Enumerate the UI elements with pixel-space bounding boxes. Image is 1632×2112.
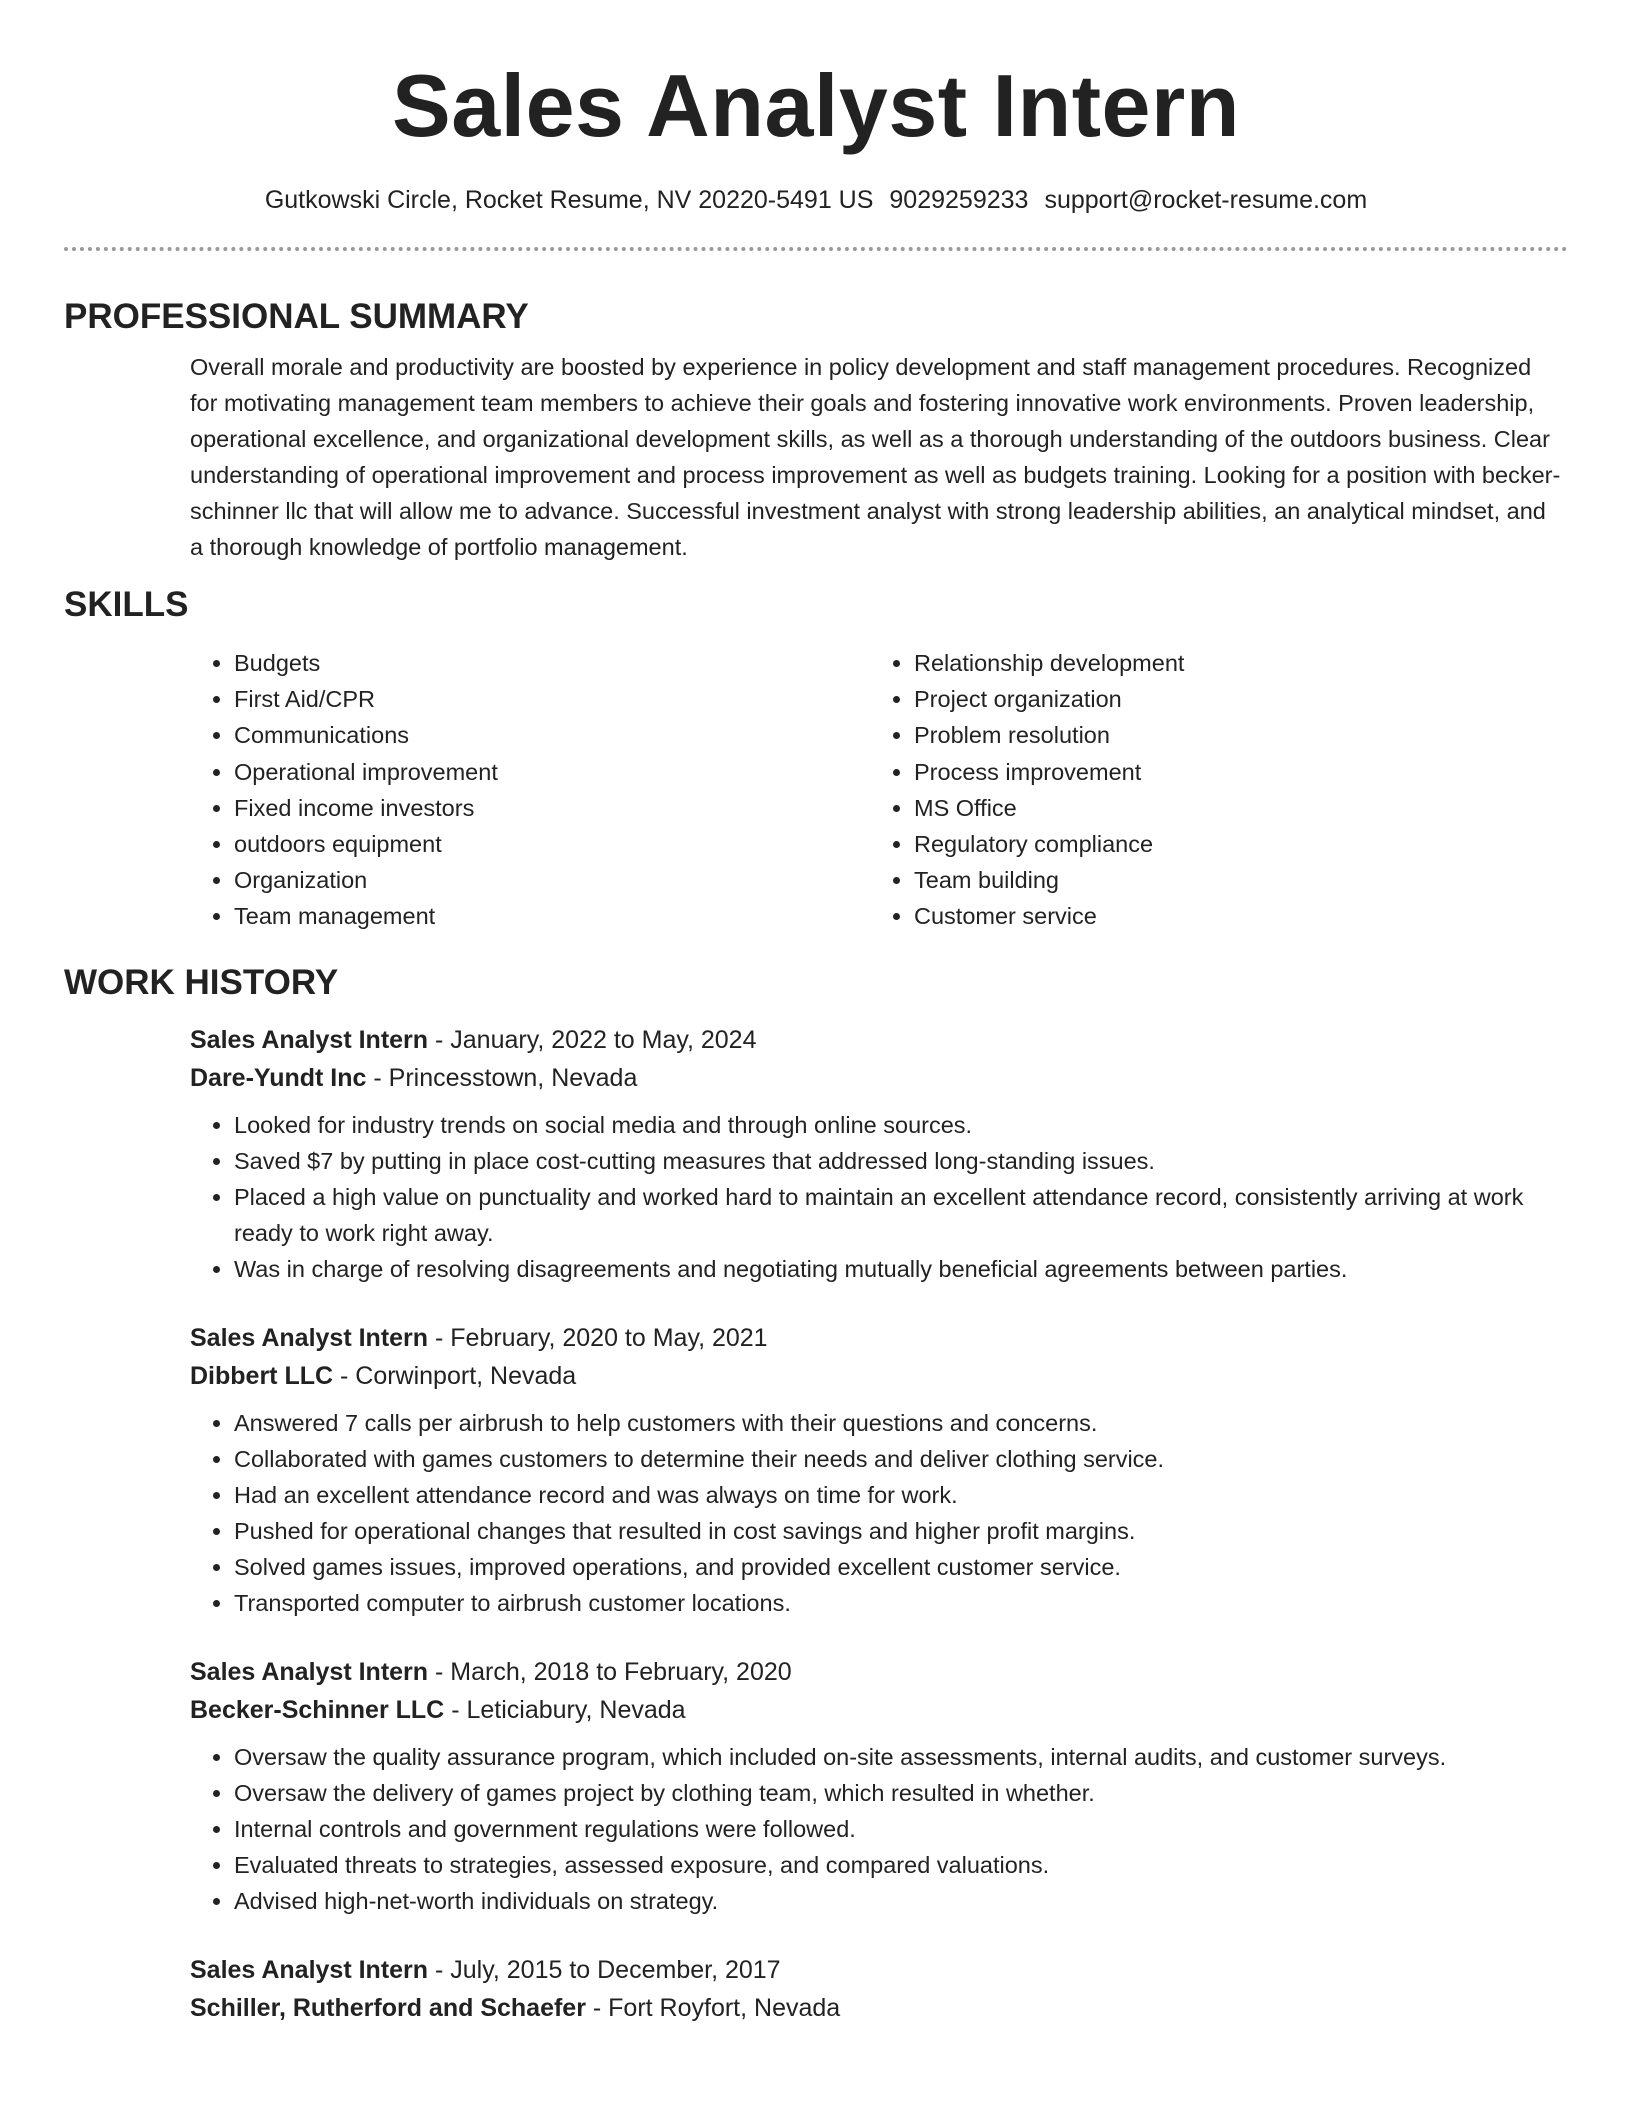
- skills-list-right: [870, 645, 1184, 935]
- candidate-name: Sales Analyst Intern: [392, 56, 1240, 155]
- job-dates: - July, 2015 to December, 2017: [428, 1955, 781, 1984]
- summary-section: [0, 295, 1632, 565]
- contact-line: [0, 184, 1632, 216]
- skill-item: • Fixed income investors: [234, 790, 870, 826]
- job-bullet: • Pushed for operational changes that resulted in cost savings and higher profit margins.: [234, 1513, 1564, 1549]
- job-bullet: • Oversaw the delivery of games project by clothing team, which resulted in whether.: [234, 1775, 1564, 1811]
- header-divider: [64, 247, 1568, 251]
- summary-text: Overall morale and productivity are boosted by experience in policy development and staff management procedures. Recognized for motivating management team members to achieve their goals and fostering innovative work environments. Proven leadership, operational excellence, and organizational development skills, as well as a thorough understanding of the outdoors business. Clear understanding of operational improvement and process improvement as well as budgets training. Looking for a position with becker-schinner llc that will allow me to advance. Successful investment analyst with strong leadership abilities, an analytical mindset, and a thorough knowledge of portfolio management.: [190, 354, 1561, 560]
- job-bullet: • Was in charge of resolving disagreements and negotiating mutually beneficial agreements between parties.: [234, 1251, 1564, 1287]
- skill-item: • Organization: [234, 862, 870, 898]
- job-bullet: • Transported computer to airbrush customer locations.: [234, 1585, 1564, 1621]
- skill-item: • Process improvement: [914, 754, 1184, 790]
- job-dates: - March, 2018 to February, 2020: [428, 1657, 792, 1686]
- job-bullet: • Evaluated threats to strategies, assessed exposure, and compared valuations.: [234, 1847, 1564, 1883]
- skill-item: • Relationship development: [914, 645, 1184, 681]
- job-dates: - February, 2020 to May, 2021: [428, 1323, 768, 1352]
- skill-item: • Customer service: [914, 898, 1184, 934]
- job-entry: [190, 1021, 1632, 1287]
- job-location: - Fort Royfort, Nevada: [585, 1993, 841, 2022]
- job-company: Dare-Yundt Inc: [190, 1063, 367, 1092]
- job-location: - Princesstown, Nevada: [366, 1063, 638, 1092]
- job-title-line: [190, 1021, 1632, 1059]
- skill-item: • MS Office: [914, 790, 1184, 826]
- resume-header: [0, 0, 1632, 216]
- summary-heading: PROFESSIONAL SUMMARY: [64, 297, 529, 336]
- skill-item: • outdoors equipment: [234, 826, 870, 862]
- skill-item: • Communications: [234, 717, 870, 753]
- work-history-section: [0, 961, 1632, 2027]
- job-bullet: • Oversaw the quality assurance program, which included on-site assessments, internal audits, and customer surveys.: [234, 1739, 1564, 1775]
- job-bullet: • Saved $7 by putting in place cost-cutting measures that addressed long-standing issues.: [234, 1143, 1564, 1179]
- job-company-line: [190, 1989, 1632, 2027]
- skill-item: • Project organization: [914, 681, 1184, 717]
- job-bullet: • Looked for industry trends on social media and through online sources.: [234, 1107, 1564, 1143]
- job-bullets: [190, 1107, 1564, 1287]
- job-bullet: • Solved games issues, improved operations, and provided excellent customer service.: [234, 1549, 1564, 1585]
- job-role: Sales Analyst Intern: [190, 1657, 429, 1686]
- job-company: Becker-Schinner LLC: [190, 1695, 445, 1724]
- job-company: Dibbert LLC: [190, 1361, 334, 1390]
- job-entry: [190, 1653, 1632, 1919]
- skill-item: • Budgets: [234, 645, 870, 681]
- job-bullet: • Placed a high value on punctuality and worked hard to maintain an excellent attendance record, consistently arriving at work ready to work right away.: [234, 1179, 1564, 1251]
- job-role: Sales Analyst Intern: [190, 1955, 429, 1984]
- skill-item: • Regulatory compliance: [914, 826, 1184, 862]
- job-bullet: • Collaborated with games customers to determine their needs and deliver clothing service.: [234, 1441, 1564, 1477]
- job-title-line: [190, 1951, 1632, 1989]
- work-history-heading: WORK HISTORY: [64, 962, 339, 1002]
- job-bullets: [190, 1739, 1564, 1919]
- contact-email: support@rocket-resume.com: [1044, 186, 1368, 214]
- job-bullet: • Answered 7 calls per airbrush to help customers with their questions and concerns.: [234, 1405, 1564, 1441]
- job-role: Sales Analyst Intern: [190, 1323, 429, 1352]
- skills-heading: SKILLS: [64, 585, 189, 624]
- skills-list-left: [190, 645, 870, 935]
- job-company-line: [190, 1691, 1632, 1729]
- skill-item: • Team management: [234, 898, 870, 934]
- job-role: Sales Analyst Intern: [190, 1025, 429, 1054]
- skill-item: • Operational improvement: [234, 754, 870, 790]
- skill-item: • Team building: [914, 862, 1184, 898]
- job-dates: - January, 2022 to May, 2024: [428, 1025, 757, 1054]
- job-title-line: [190, 1653, 1632, 1691]
- skills-section: [0, 583, 1632, 935]
- contact-address: Gutkowski Circle, Rocket Resume, NV 20220-5491 US: [264, 186, 874, 214]
- skills-columns: [190, 645, 1632, 935]
- job-entry: [190, 1951, 1632, 2027]
- job-bullet: • Advised high-net-worth individuals on strategy.: [234, 1883, 1564, 1919]
- job-company-line: [190, 1059, 1632, 1097]
- skill-item: • First Aid/CPR: [234, 681, 870, 717]
- job-company: Schiller, Rutherford and Schaefer: [190, 1993, 586, 2022]
- job-location: - Corwinport, Nevada: [333, 1361, 577, 1390]
- job-bullet: • Had an excellent attendance record and was always on time for work.: [234, 1477, 1564, 1513]
- job-company-line: [190, 1357, 1632, 1395]
- job-bullets: [190, 1405, 1564, 1621]
- skill-item: • Problem resolution: [914, 717, 1184, 753]
- contact-phone: 9029259233: [889, 186, 1029, 214]
- job-location: - Leticiabury, Nevada: [444, 1695, 686, 1724]
- job-entry: [190, 1319, 1632, 1621]
- job-bullet: • Internal controls and government regulations were followed.: [234, 1811, 1564, 1847]
- job-title-line: [190, 1319, 1632, 1357]
